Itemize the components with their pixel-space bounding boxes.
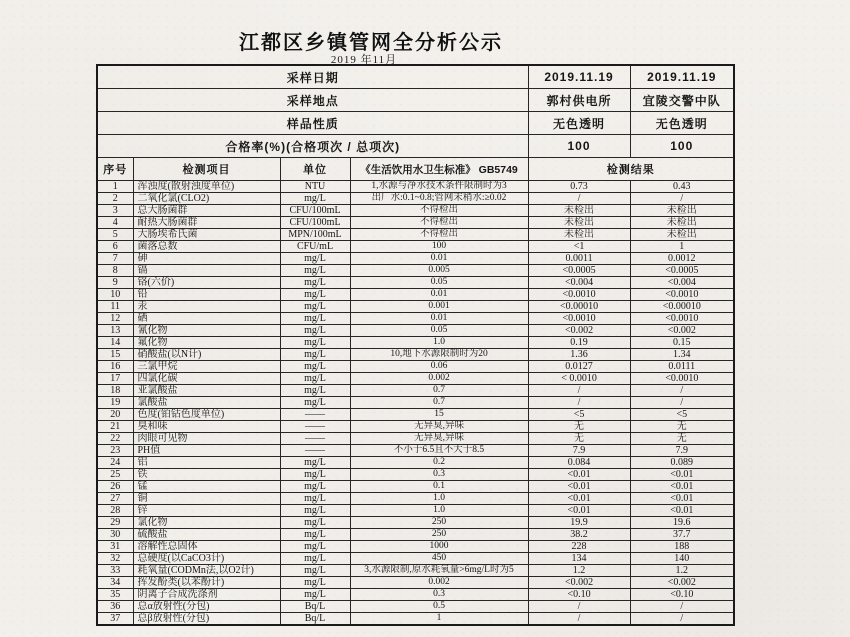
cell-result-1: 未检出 (528, 229, 630, 241)
table-row (97, 301, 734, 313)
cell-item: 锌 (133, 505, 280, 517)
table-row (97, 517, 734, 529)
cell-index: 26 (97, 481, 133, 493)
cell-unit: mg/L (280, 385, 350, 397)
cell-result-2: 140 (630, 553, 734, 565)
cell-result-2: <0.01 (630, 481, 734, 493)
cell-unit: NTU (280, 181, 350, 193)
cell-item: 铬(六价) (133, 277, 280, 289)
cell-result-2: 37.7 (630, 529, 734, 541)
table-row (97, 277, 734, 289)
table-row (97, 565, 734, 577)
cell-index: 22 (97, 433, 133, 445)
cell-result-1: 未检出 (528, 217, 630, 229)
cell-item: 四氯化碳 (133, 373, 280, 385)
cell-result-1: <0.004 (528, 277, 630, 289)
cell-unit: mg/L (280, 277, 350, 289)
cell-item: 锰 (133, 481, 280, 493)
cell-index: 23 (97, 445, 133, 457)
cell-item: 浑浊度(散射浊度单位) (133, 181, 280, 193)
cell-item: 砷 (133, 253, 280, 265)
cell-index: 6 (97, 241, 133, 253)
cell-standard: 0.05 (350, 325, 528, 337)
cell-result-1: <0.002 (528, 325, 630, 337)
info-value-2: 无色透明 (630, 112, 734, 135)
cell-index: 34 (97, 577, 133, 589)
cell-item: 硝酸盐(以N计) (133, 349, 280, 361)
cell-index: 33 (97, 565, 133, 577)
table-row (97, 373, 734, 385)
cell-result-2: <0.002 (630, 577, 734, 589)
cell-item: 总α放射性(分包) (133, 601, 280, 613)
table-row (97, 421, 734, 433)
cell-unit: mg/L (280, 469, 350, 481)
cell-result-1: / (528, 193, 630, 205)
cell-item: 铝 (133, 457, 280, 469)
cell-unit: mg/L (280, 265, 350, 277)
cell-result-1: 0.084 (528, 457, 630, 469)
cell-result-1: 无 (528, 421, 630, 433)
cell-standard: 不得检出 (350, 217, 528, 229)
table-row (97, 589, 734, 601)
info-row (97, 89, 734, 112)
cell-standard: 10,地下水源限制时为20 (350, 349, 528, 361)
table-row (97, 445, 734, 457)
info-value-1: 郭村供电所 (528, 89, 630, 112)
info-value-2: 2019.11.19 (630, 65, 734, 89)
cell-index: 19 (97, 397, 133, 409)
cell-item: 铜 (133, 493, 280, 505)
cell-index: 10 (97, 289, 133, 301)
cell-unit: mg/L (280, 493, 350, 505)
cell-result-1: <0.01 (528, 493, 630, 505)
cell-item: 硒 (133, 313, 280, 325)
cell-unit: mg/L (280, 301, 350, 313)
cell-result-1: 38.2 (528, 529, 630, 541)
cell-unit: mg/L (280, 325, 350, 337)
cell-standard: 0.1 (350, 481, 528, 493)
cell-index: 24 (97, 457, 133, 469)
cell-item: 汞 (133, 301, 280, 313)
cell-result-2: <0.0010 (630, 313, 734, 325)
cell-index: 27 (97, 493, 133, 505)
cell-standard: 0.05 (350, 277, 528, 289)
cell-standard: 3,水源限制,原水耗氧量>6mg/L时为5 (350, 565, 528, 577)
cell-standard: 0.005 (350, 265, 528, 277)
cell-index: 15 (97, 349, 133, 361)
table-row (97, 493, 734, 505)
cell-result-1: / (528, 397, 630, 409)
cell-item: 溶解性总固体 (133, 541, 280, 553)
cell-standard: 0.002 (350, 373, 528, 385)
cell-index: 2 (97, 193, 133, 205)
table-row (97, 385, 734, 397)
cell-standard: 0.2 (350, 457, 528, 469)
cell-standard: 450 (350, 553, 528, 565)
cell-item: 耗氧量(CODMn法,以O2计) (133, 565, 280, 577)
cell-index: 11 (97, 301, 133, 313)
cell-index: 16 (97, 361, 133, 373)
cell-result-1: 0.73 (528, 181, 630, 193)
cell-standard: 0.06 (350, 361, 528, 373)
cell-item: 氟化物 (133, 337, 280, 349)
table-row (97, 481, 734, 493)
cell-item: 总硬度(以CaCO3计) (133, 553, 280, 565)
cell-result-1: 228 (528, 541, 630, 553)
cell-result-1: 19.9 (528, 517, 630, 529)
table-row (97, 433, 734, 445)
cell-standard: 1000 (350, 541, 528, 553)
cell-item: 二氧化氯(CLO2) (133, 193, 280, 205)
cell-result-2: 无 (630, 421, 734, 433)
cell-result-2: 无 (630, 433, 734, 445)
cell-unit: CFU/100mL (280, 205, 350, 217)
cell-result-1: <0.0005 (528, 265, 630, 277)
cell-result-2: <0.0010 (630, 373, 734, 385)
cell-result-2: <5 (630, 409, 734, 421)
info-label: 采样日期 (97, 65, 528, 89)
cell-standard: 0.002 (350, 577, 528, 589)
cell-standard: 0.3 (350, 589, 528, 601)
cell-unit: —— (280, 445, 350, 457)
cell-result-2: <0.01 (630, 493, 734, 505)
cell-result-1: <0.002 (528, 577, 630, 589)
cell-item: 色度(铂钴色度单位) (133, 409, 280, 421)
cell-result-2: 未检出 (630, 217, 734, 229)
info-value-1: 无色透明 (528, 112, 630, 135)
cell-unit: mg/L (280, 577, 350, 589)
cell-index: 18 (97, 385, 133, 397)
cell-result-1: <0.01 (528, 505, 630, 517)
table-row (97, 229, 734, 241)
column-header-section (97, 158, 734, 181)
cell-result-2: <0.01 (630, 505, 734, 517)
cell-result-2: 188 (630, 541, 734, 553)
table-row (97, 217, 734, 229)
cell-unit: mg/L (280, 313, 350, 325)
table-row (97, 613, 734, 626)
cell-result-1: 未检出 (528, 205, 630, 217)
table-row (97, 469, 734, 481)
cell-item: 总β放射性(分包) (133, 613, 280, 626)
cell-result-1: <0.0010 (528, 313, 630, 325)
cell-result-1: 0.19 (528, 337, 630, 349)
cell-index: 32 (97, 553, 133, 565)
cell-unit: CFU/100mL (280, 217, 350, 229)
info-label: 样品性质 (97, 112, 528, 135)
table-row (97, 529, 734, 541)
cell-result-1: 0.0127 (528, 361, 630, 373)
cell-result-1: 7.9 (528, 445, 630, 457)
cell-result-1: < 0.0010 (528, 373, 630, 385)
cell-item: 总大肠菌群 (133, 205, 280, 217)
cell-index: 12 (97, 313, 133, 325)
cell-item: 氯酸盐 (133, 397, 280, 409)
cell-result-1: / (528, 601, 630, 613)
info-value-1: 100 (528, 135, 630, 158)
cell-result-2: <0.0010 (630, 289, 734, 301)
cell-result-2: / (630, 397, 734, 409)
cell-unit: Bq/L (280, 613, 350, 626)
cell-index: 30 (97, 529, 133, 541)
cell-result-1: <0.00010 (528, 301, 630, 313)
cell-index: 5 (97, 229, 133, 241)
cell-index: 36 (97, 601, 133, 613)
cell-unit: MPN/100mL (280, 229, 350, 241)
cell-result-1: 0.0011 (528, 253, 630, 265)
cell-result-2: <0.10 (630, 589, 734, 601)
cell-result-2: / (630, 601, 734, 613)
cell-index: 1 (97, 181, 133, 193)
cell-unit: mg/L (280, 253, 350, 265)
cell-item: 阴离子合成洗涤剂 (133, 589, 280, 601)
cell-standard: 1.0 (350, 505, 528, 517)
cell-result-2: 0.0012 (630, 253, 734, 265)
analysis-table (96, 64, 735, 626)
table-row (97, 577, 734, 589)
cell-result-1: <0.0010 (528, 289, 630, 301)
cell-index: 4 (97, 217, 133, 229)
table-row (97, 265, 734, 277)
cell-standard: 出厂水:0.1~0.8;管网末稍水:≥0.02 (350, 193, 528, 205)
cell-standard: 100 (350, 241, 528, 253)
cell-unit: mg/L (280, 361, 350, 373)
cell-result-2: 未检出 (630, 229, 734, 241)
table-row (97, 541, 734, 553)
cell-result-2: 0.0111 (630, 361, 734, 373)
cell-result-1: 1.36 (528, 349, 630, 361)
table-row (97, 553, 734, 565)
col-header-standard: 《生活饮用水卫生标准》 GB5749 (350, 158, 528, 181)
cell-result-1: <0.01 (528, 481, 630, 493)
cell-item: 铁 (133, 469, 280, 481)
cell-unit: mg/L (280, 397, 350, 409)
cell-result-2: <0.00010 (630, 301, 734, 313)
cell-result-2: 0.43 (630, 181, 734, 193)
table-row (97, 253, 734, 265)
cell-result-2: <0.002 (630, 325, 734, 337)
cell-unit: CFU/mL (280, 241, 350, 253)
info-row (97, 65, 734, 89)
cell-index: 20 (97, 409, 133, 421)
cell-result-2: / (630, 385, 734, 397)
cell-result-2: <0.0005 (630, 265, 734, 277)
cell-index: 31 (97, 541, 133, 553)
cell-result-1: <5 (528, 409, 630, 421)
cell-unit: mg/L (280, 349, 350, 361)
cell-unit: —— (280, 421, 350, 433)
cell-unit: —— (280, 433, 350, 445)
info-row (97, 112, 734, 135)
cell-result-1: / (528, 385, 630, 397)
cell-unit: mg/L (280, 529, 350, 541)
table-row (97, 289, 734, 301)
cell-index: 3 (97, 205, 133, 217)
cell-index: 13 (97, 325, 133, 337)
cell-standard: 250 (350, 517, 528, 529)
cell-unit: mg/L (280, 505, 350, 517)
cell-item: 耐热大肠菌群 (133, 217, 280, 229)
info-value-1: 2019.11.19 (528, 65, 630, 89)
cell-result-2: 0.15 (630, 337, 734, 349)
cell-item: 挥发酚类(以苯酚计) (133, 577, 280, 589)
cell-item: 三氯甲烷 (133, 361, 280, 373)
table-row (97, 397, 734, 409)
cell-index: 29 (97, 517, 133, 529)
cell-standard: 250 (350, 529, 528, 541)
table-row (97, 325, 734, 337)
cell-unit: mg/L (280, 337, 350, 349)
col-header-index: 序号 (97, 158, 133, 181)
info-label: 合格率(%)(合格项次 / 总项次) (97, 135, 528, 158)
info-value-2: 100 (630, 135, 734, 158)
cell-item: 氰化物 (133, 325, 280, 337)
table-row (97, 193, 734, 205)
cell-index: 7 (97, 253, 133, 265)
data-section (97, 181, 734, 626)
cell-standard: 0.01 (350, 253, 528, 265)
cell-unit: —— (280, 409, 350, 421)
info-row (97, 135, 734, 158)
cell-standard: 不小于6.5且不大于8.5 (350, 445, 528, 457)
table-row (97, 409, 734, 421)
col-header-item: 检测项目 (133, 158, 280, 181)
cell-unit: mg/L (280, 457, 350, 469)
info-section (97, 65, 734, 158)
table-row (97, 457, 734, 469)
cell-standard: 0.01 (350, 289, 528, 301)
cell-unit: mg/L (280, 481, 350, 493)
cell-index: 25 (97, 469, 133, 481)
cell-standard: 0.7 (350, 397, 528, 409)
cell-item: 亚氯酸盐 (133, 385, 280, 397)
cell-result-2: 19.6 (630, 517, 734, 529)
cell-unit: Bq/L (280, 601, 350, 613)
table-row (97, 361, 734, 373)
cell-result-2: / (630, 193, 734, 205)
cell-standard: 1,水源与净水技术条件限制时为3 (350, 181, 528, 193)
cell-standard: 0.3 (350, 469, 528, 481)
table-row (97, 205, 734, 217)
cell-standard: 15 (350, 409, 528, 421)
cell-standard: 1.0 (350, 337, 528, 349)
cell-result-2: 1.34 (630, 349, 734, 361)
cell-item: 镉 (133, 265, 280, 277)
table-row (97, 241, 734, 253)
cell-item: PH值 (133, 445, 280, 457)
cell-unit: mg/L (280, 553, 350, 565)
cell-standard: 不得检出 (350, 229, 528, 241)
cell-standard: 无异臭,异味 (350, 433, 528, 445)
cell-standard: 1.0 (350, 493, 528, 505)
cell-result-1: <1 (528, 241, 630, 253)
cell-result-2: 1.2 (630, 565, 734, 577)
col-header-unit: 单位 (280, 158, 350, 181)
cell-item: 肉眼可见物 (133, 433, 280, 445)
cell-standard: 1 (350, 613, 528, 626)
cell-index: 17 (97, 373, 133, 385)
cell-result-2: <0.01 (630, 469, 734, 481)
cell-index: 28 (97, 505, 133, 517)
cell-standard: 0.01 (350, 313, 528, 325)
cell-index: 9 (97, 277, 133, 289)
cell-item: 硫酸盐 (133, 529, 280, 541)
page-subtitle: 2019 年11月 (330, 54, 398, 66)
cell-result-2: 未检出 (630, 205, 734, 217)
cell-item: 铅 (133, 289, 280, 301)
cell-unit: mg/L (280, 373, 350, 385)
cell-unit: mg/L (280, 193, 350, 205)
table-row (97, 601, 734, 613)
cell-item: 菌落总数 (133, 241, 280, 253)
table-row (97, 181, 734, 193)
cell-unit: mg/L (280, 289, 350, 301)
cell-result-2: / (630, 613, 734, 626)
table-row (97, 505, 734, 517)
cell-item: 臭和味 (133, 421, 280, 433)
cell-index: 21 (97, 421, 133, 433)
cell-result-1: <0.01 (528, 469, 630, 481)
cell-item: 氯化物 (133, 517, 280, 529)
cell-index: 8 (97, 265, 133, 277)
cell-index: 35 (97, 589, 133, 601)
cell-standard: 0.7 (350, 385, 528, 397)
cell-result-2: 1 (630, 241, 734, 253)
table-row (97, 337, 734, 349)
cell-result-1: 1.2 (528, 565, 630, 577)
info-value-2: 宜陵交警中队 (630, 89, 734, 112)
cell-result-1: 134 (528, 553, 630, 565)
cell-result-2: 7.9 (630, 445, 734, 457)
cell-item: 大肠埃希氏菌 (133, 229, 280, 241)
cell-result-1: 无 (528, 433, 630, 445)
cell-unit: mg/L (280, 517, 350, 529)
cell-unit: mg/L (280, 565, 350, 577)
cell-standard: 0.5 (350, 601, 528, 613)
cell-standard: 0.001 (350, 301, 528, 313)
cell-result-1: <0.10 (528, 589, 630, 601)
cell-index: 14 (97, 337, 133, 349)
cell-result-2: 0.089 (630, 457, 734, 469)
cell-unit: mg/L (280, 589, 350, 601)
cell-standard: 不得检出 (350, 205, 528, 217)
info-label: 采样地点 (97, 89, 528, 112)
col-header-result: 检测结果 (528, 158, 734, 181)
page-title: 江都区乡镇管网全分析公示 (239, 32, 503, 54)
cell-standard: 无异臭,异味 (350, 421, 528, 433)
table-row (97, 349, 734, 361)
cell-result-1: / (528, 613, 630, 626)
cell-unit: mg/L (280, 541, 350, 553)
cell-result-2: <0.004 (630, 277, 734, 289)
table-row (97, 313, 734, 325)
cell-index: 37 (97, 613, 133, 626)
column-header-row (97, 158, 734, 181)
